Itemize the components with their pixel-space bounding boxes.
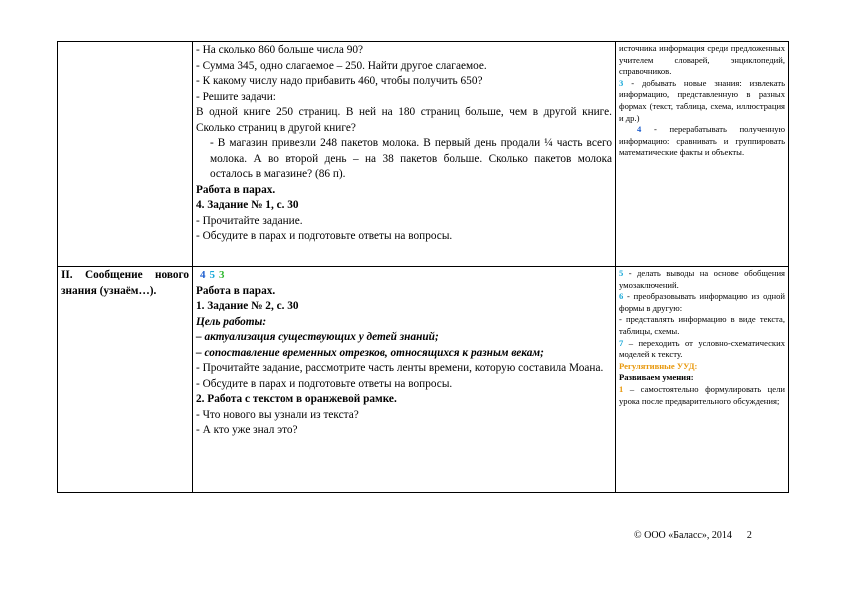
skill-number: 1 <box>619 383 624 394</box>
skills-cell <box>616 42 789 267</box>
regulatory-heading: Регулятивные УУД: <box>619 360 698 371</box>
task-text: В одной книге 250 страниц. В ней на 180 страниц больше, чем в другой книге. Сколько страниц в другой книге? <box>196 106 612 134</box>
instruction-line: - Обсудите в парах и подготовьте ответы на вопросы. <box>196 230 453 242</box>
skill-item <box>619 268 785 291</box>
activity-cell <box>193 267 616 493</box>
skill-text: источника информация среди предложенных учителем словарей, энциклопедий, справочников. <box>619 43 785 77</box>
skills-cell <box>616 267 789 493</box>
task-text: - В магазин привезли 248 пакетов молока. В первый день продали ¼ часть всего молока. А во второй день – на 38 пакетов больше. Сколько пакетов молока осталось в магазине? (86 п). <box>210 137 612 180</box>
table-row <box>58 42 789 267</box>
lesson-plan-table <box>57 41 789 493</box>
stage-cell-empty <box>58 42 193 267</box>
question-line: - Сумма 345, одно слагаемое – 250. Найти другое слагаемое. <box>196 59 487 72</box>
skill-text: - делать выводы на основе обобщения умозаключений. <box>619 268 785 290</box>
goal-heading: Цель работы: <box>196 315 267 328</box>
skill-text: – самостоятельно формулировать цели урока после предварительного обсуждения; <box>619 383 785 406</box>
instruction-line: - Прочитайте задание. <box>196 214 303 227</box>
goal-item: – сопоставление временных отрезков, относящихся к разным векам; <box>196 346 544 359</box>
skill-item <box>619 384 785 407</box>
skill-number: 4 <box>637 124 642 135</box>
question-line: - Что нового вы узнали из текста? <box>196 408 359 421</box>
skill-tag: 4 <box>200 269 206 281</box>
section-heading: 4. Задание № 1, с. 30 <box>196 199 299 211</box>
question-line: - На сколько 860 больше числа 90? <box>196 44 364 56</box>
page-footer <box>634 530 752 541</box>
question-line: - А кто уже знал это? <box>196 424 298 436</box>
skill-tag: 3 <box>219 269 225 281</box>
section-heading: 1. Задание № 2, с. 30 <box>196 300 299 312</box>
section-heading: 2. Работа с текстом в оранжевой рамке. <box>196 393 397 405</box>
skill-text: - перерабатывать полученную информацию: сравнивать и группировать математические факты и объекты. <box>619 124 786 158</box>
skill-text: - добывать новые знания: извлекать информацию, представленную в разных формах (текст, таблица, схема, иллюстрация и др.) <box>619 77 785 123</box>
skill-item <box>619 124 785 159</box>
instruction-line: - Прочитайте задание, рассмотрите часть ленты времени, которую составила Моана. <box>196 362 604 374</box>
instruction-line: - Решите задачи: <box>196 90 276 103</box>
page-number: 2 <box>746 530 752 541</box>
skill-text: - преобразовывать информацию из одной формы в другую: <box>619 291 785 313</box>
skill-number: 5 <box>619 268 624 278</box>
skill-number: 7 <box>619 337 624 348</box>
skill-subitem: - представлять информацию в виде текста, таблицы, схемы. <box>619 314 785 336</box>
skill-tag: 5 <box>209 269 215 281</box>
skill-number: 6 <box>619 291 624 302</box>
skill-number: 3 <box>619 77 624 88</box>
skill-tags <box>196 268 612 284</box>
skill-item <box>619 291 785 314</box>
section-heading: Работа в парах. <box>196 183 276 196</box>
skill-text: – переходить от условно-схематических моделей к тексту. <box>619 337 785 360</box>
table-row <box>58 267 789 493</box>
activity-cell <box>193 42 616 267</box>
goal-item: – актуализация существующих у детей знаний; <box>196 331 439 343</box>
skill-item <box>619 338 785 361</box>
develop-heading: Развиваем умения: <box>619 372 694 383</box>
skill-item <box>619 78 785 124</box>
stage-cell: II. Сообщение нового знания (узнаём…). <box>58 267 193 493</box>
instruction-line: - Обсудите в парах и подготовьте ответы на вопросы. <box>196 377 453 390</box>
copyright-text: © ООО «Баласс», 2014 <box>634 530 732 541</box>
question-line: - К какому числу надо прибавить 460, чтобы получить 650? <box>196 75 483 87</box>
section-heading: Работа в парах. <box>196 284 276 297</box>
